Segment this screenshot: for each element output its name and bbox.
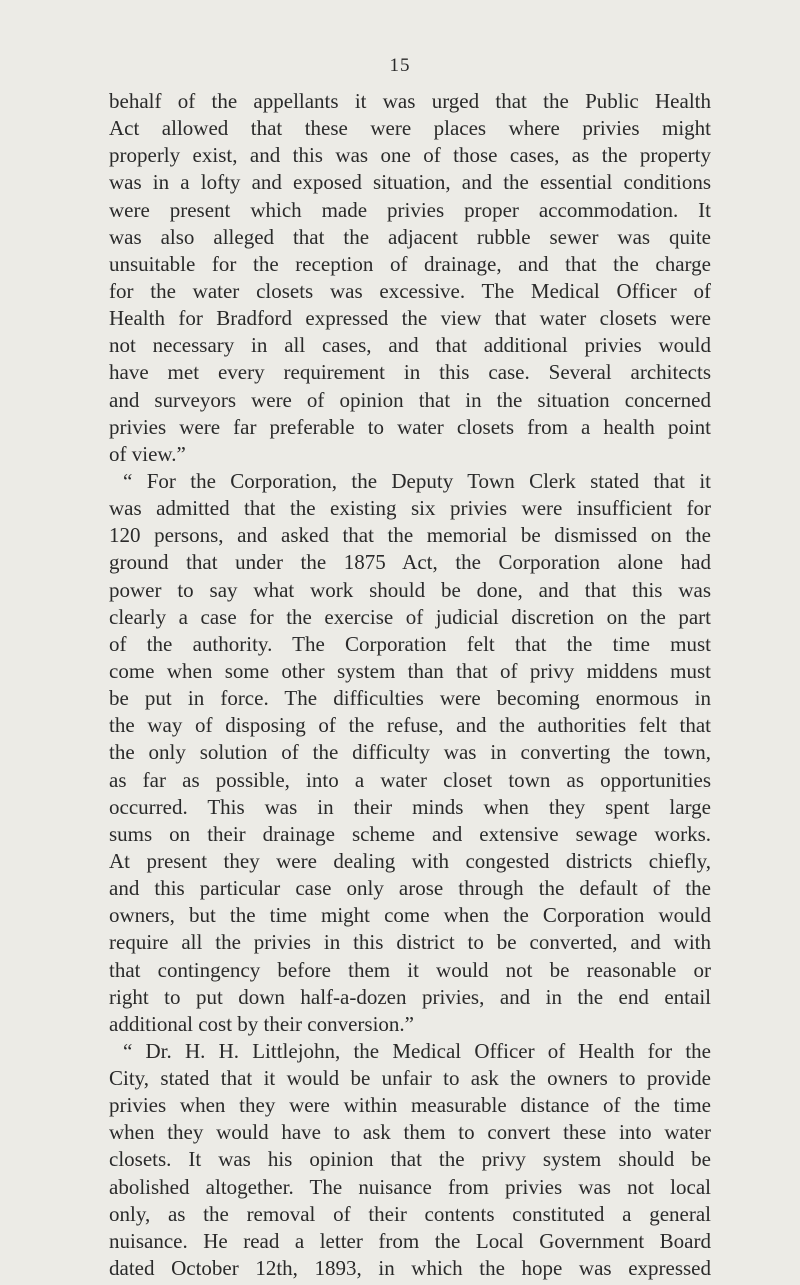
text-line: were present which made privies proper accommodation. It	[109, 197, 711, 222]
text-line: be put in force. The difficulties were becoming enormous in	[109, 686, 711, 711]
body-text	[109, 88, 711, 1282]
text-line: was also alleged that the adjacent rubble sewer was quite	[109, 224, 711, 249]
text-line: privies were far preferable to water closets from a health point	[109, 414, 711, 439]
text-line: occurred. This was in their minds when they spent large	[109, 794, 711, 819]
text-line: City, stated that it would be unfair to ask the owners to provide	[109, 1066, 711, 1091]
text-line: and this particular case only arose through the default of the	[109, 876, 711, 901]
text-line: abolished altogether. The nuisance from privies was not local	[109, 1174, 711, 1199]
text-line: come when some other system than that of privy middens must	[109, 658, 711, 683]
text-line: and surveyors were of opinion that in the situation concerned	[109, 387, 711, 412]
text-line: nuisance. He read a letter from the Local Government Board	[109, 1228, 711, 1253]
text-line: was in a lofty and exposed situation, and the essential conditions	[109, 170, 711, 195]
text-line: not necessary in all cases, and that additional privies would	[109, 333, 711, 358]
text-line: owners, but the time might come when the Corporation would	[109, 903, 711, 928]
page-number: 15	[389, 55, 411, 76]
text-line: only, as the removal of their contents constituted a general	[109, 1201, 711, 1226]
text-line: 120 persons, and asked that the memorial be dismissed on the	[109, 523, 711, 548]
text-line: the way of disposing of the refuse, and the authorities felt that	[109, 713, 711, 738]
text-line: have met every requirement in this case. Several architects	[109, 360, 711, 385]
text-line: the only solution of the difficulty was in converting the town,	[109, 740, 711, 765]
text-line: privies when they were within measurable distance of the time	[109, 1093, 711, 1118]
text-line: behalf of the appellants it was urged that the Public Health	[109, 89, 711, 113]
text-line: closets. It was his opinion that the privy system should be	[109, 1147, 711, 1172]
text-line: At present they were dealing with congested districts chiefly,	[109, 848, 711, 873]
text-line: when they would have to ask them to convert these into water	[109, 1120, 711, 1145]
text-line: “ Dr. H. H. Littlejohn, the Medical Officer of Health for the	[123, 1038, 711, 1063]
text-line: dated October 12th, 1893, in which the hope was expressed	[109, 1256, 711, 1281]
text-line: power to say what work should be done, and that this was	[109, 577, 711, 602]
text-line: properly exist, and this was one of those cases, as the property	[109, 143, 711, 168]
text-line: unsuitable for the reception of drainage, and that the charge	[109, 251, 711, 276]
text-line: for the water closets was excessive. The Medical Officer of	[109, 278, 711, 303]
text-line: clearly a case for the exercise of judicial discretion on the part	[109, 604, 711, 629]
text-line: Health for Bradford expressed the view that water closets were	[109, 306, 711, 331]
text-line: was admitted that the existing six privies were insufficient for	[109, 496, 711, 521]
text-line: Act allowed that these were places where privies might	[109, 116, 711, 141]
text-line: as far as possible, into a water closet town as opportunities	[109, 767, 711, 792]
text-line: additional cost by their conversion.”	[109, 1011, 415, 1036]
text-line: of the authority. The Corporation felt that the time must	[109, 631, 711, 656]
text-line: require all the privies in this district to be converted, and with	[109, 930, 711, 955]
text-line: ground that under the 1875 Act, the Corporation alone had	[109, 550, 711, 575]
text-line: sums on their drainage scheme and extensive sewage works.	[109, 821, 711, 846]
text-line: right to put down half-a-dozen privies, and in the end entail	[109, 984, 711, 1009]
text-line: “ For the Corporation, the Deputy Town Clerk stated that it	[123, 468, 711, 493]
text-line: of view.”	[109, 441, 186, 466]
text-line: that contingency before them it would not be reasonable or	[109, 957, 711, 982]
